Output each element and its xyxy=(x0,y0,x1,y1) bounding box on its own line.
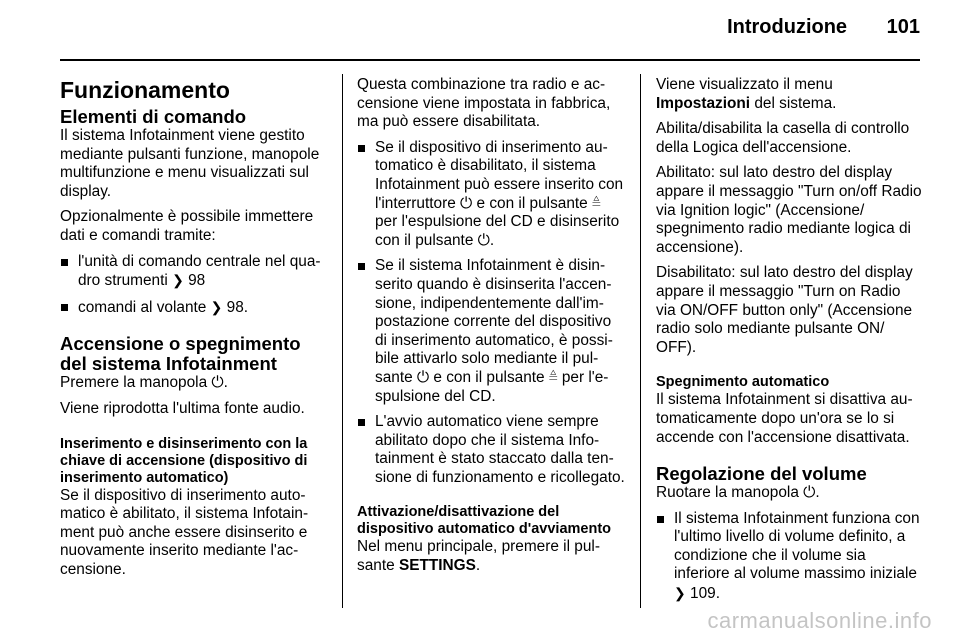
paragraph-text: del sistema. xyxy=(754,94,837,112)
bullet-list xyxy=(656,510,924,604)
column-divider xyxy=(640,74,641,608)
paragraph-text: Nel menu principale, premere il pulsante xyxy=(357,538,600,575)
page-header xyxy=(727,16,920,39)
page-number: 101 xyxy=(886,16,920,38)
section-heading: Funzionamento xyxy=(60,77,230,103)
paragraph: Se il dispositivo di inserimento automatico è abilitato, il sistema Infotainment può anche essere disinserito e nuovamente inserito mediante l'accensione. xyxy=(60,486,309,578)
page-ref-number[interactable]: 98 xyxy=(188,272,206,290)
column-2 xyxy=(357,76,625,583)
subsection-title: Attivazione/disattivazione del dispositivo automatico d'avviamento xyxy=(357,504,612,538)
page-ref-number[interactable]: 109. xyxy=(690,585,720,603)
bullet-list xyxy=(357,139,625,488)
column-1 xyxy=(60,76,328,587)
header-rule xyxy=(60,59,920,61)
list-item: L'avvio automatico viene sempre abilitato dopo che il sistema Infotainment è stato staccato dalla tensione di funzionamento e ricollegato. xyxy=(357,413,625,487)
paragraph-text: . xyxy=(475,557,481,575)
subsection-title: Regolazione del volume xyxy=(656,463,867,485)
list-item-text: l'unità di comando centrale nel quadro strumenti xyxy=(78,252,321,290)
paragraph: Ruotare la manopola ⏻. xyxy=(656,484,820,502)
subsection-title: Elementi di comando xyxy=(60,106,247,127)
paragraph: Abilita/disabilita la casella di controllo della Logica dell'accensione. xyxy=(656,120,910,156)
list-item xyxy=(656,510,924,604)
subsection-title: Inserimento e disinserimento con la chiave di accensione (dispositivo di inserimento automatico) xyxy=(60,435,308,486)
paragraph: Il sistema Infotainment viene gestito mediante pulsanti funzione, manopole multifunzione e menu visualizzati sul display. xyxy=(60,127,320,200)
list-item: Se il dispositivo di inserimento automatico è disabilitato, il sistema Infotainment può essere inserito con l'interruttore ⏻ e con il pulsante ≜ per l'espulsione del CD e disinserito con il pulsante ⏻. xyxy=(357,139,625,251)
list-item xyxy=(60,298,328,318)
paragraph xyxy=(357,538,625,575)
paragraph: Disabilitato: sul lato destro del display appare il messaggio "Turn on Radio via ON/OFF button only" (Accensione radio solo mediante pulsante ON/ OFF). xyxy=(656,264,913,356)
paragraph: Il sistema Infotainment si disattiva automaticamente dopo un'ora se lo si accende con l'accensione disattivata. xyxy=(656,391,913,446)
column-3 xyxy=(656,76,924,611)
subsection-title: Accensione o spegnimento del sistema Infotainment xyxy=(60,333,301,375)
paragraph xyxy=(656,76,924,113)
chapter-title: Introduzione xyxy=(727,16,848,38)
paragraph: Abilitato: sul lato destro del display appare il messaggio "Turn on/off Radio via Ignition logic" (Accensione/ spegnimento radio mediante logica di accensione). xyxy=(656,164,922,256)
paragraph: Questa combinazione tra radio e accensione viene impostata in fabbrica, ma può essere disabilitata. xyxy=(357,76,611,131)
paragraph: Opzionalmente è possibile immettere dati e comandi tramite: xyxy=(60,208,314,244)
paragraph-text: Viene visualizzato il menu xyxy=(656,76,833,93)
list-item: Se il sistema Infotainment è disinserito quando è disinserita l'accensione, indipendentemente dall'impostazione corrente del dispositivo di inserimento automatico, è possibile attivarlo solo mediante il pulsante ⏻ e con il pulsante ≜ per l'espulsione del CD. xyxy=(357,257,625,406)
list-item-text: comandi al volante xyxy=(78,298,207,316)
paragraph: Premere la manopola ⏻. xyxy=(60,374,228,392)
page-ref-icon[interactable]: ❯ xyxy=(172,272,184,289)
watermark: carmanualsonline.info xyxy=(707,608,932,633)
list-item xyxy=(60,253,328,291)
page-ref-icon[interactable]: ❯ xyxy=(210,298,223,315)
column-divider xyxy=(342,74,343,608)
bullet-list xyxy=(60,253,328,318)
settings-button-label: SETTINGS xyxy=(398,557,476,575)
subsection-title: Spegnimento automatico xyxy=(656,374,830,391)
paragraph: Viene riprodotta l'ultima fonte audio. xyxy=(60,399,305,417)
menu-name: Impostazioni xyxy=(656,94,751,112)
list-item-text: Il sistema Infotainment funziona con l'ultimo livello di volume definito, a condizione che il volume sia inferiore al volume massimo iniziale xyxy=(674,509,920,583)
page-ref-icon[interactable]: ❯ xyxy=(674,585,686,602)
page-ref-number[interactable]: 98. xyxy=(226,298,249,316)
